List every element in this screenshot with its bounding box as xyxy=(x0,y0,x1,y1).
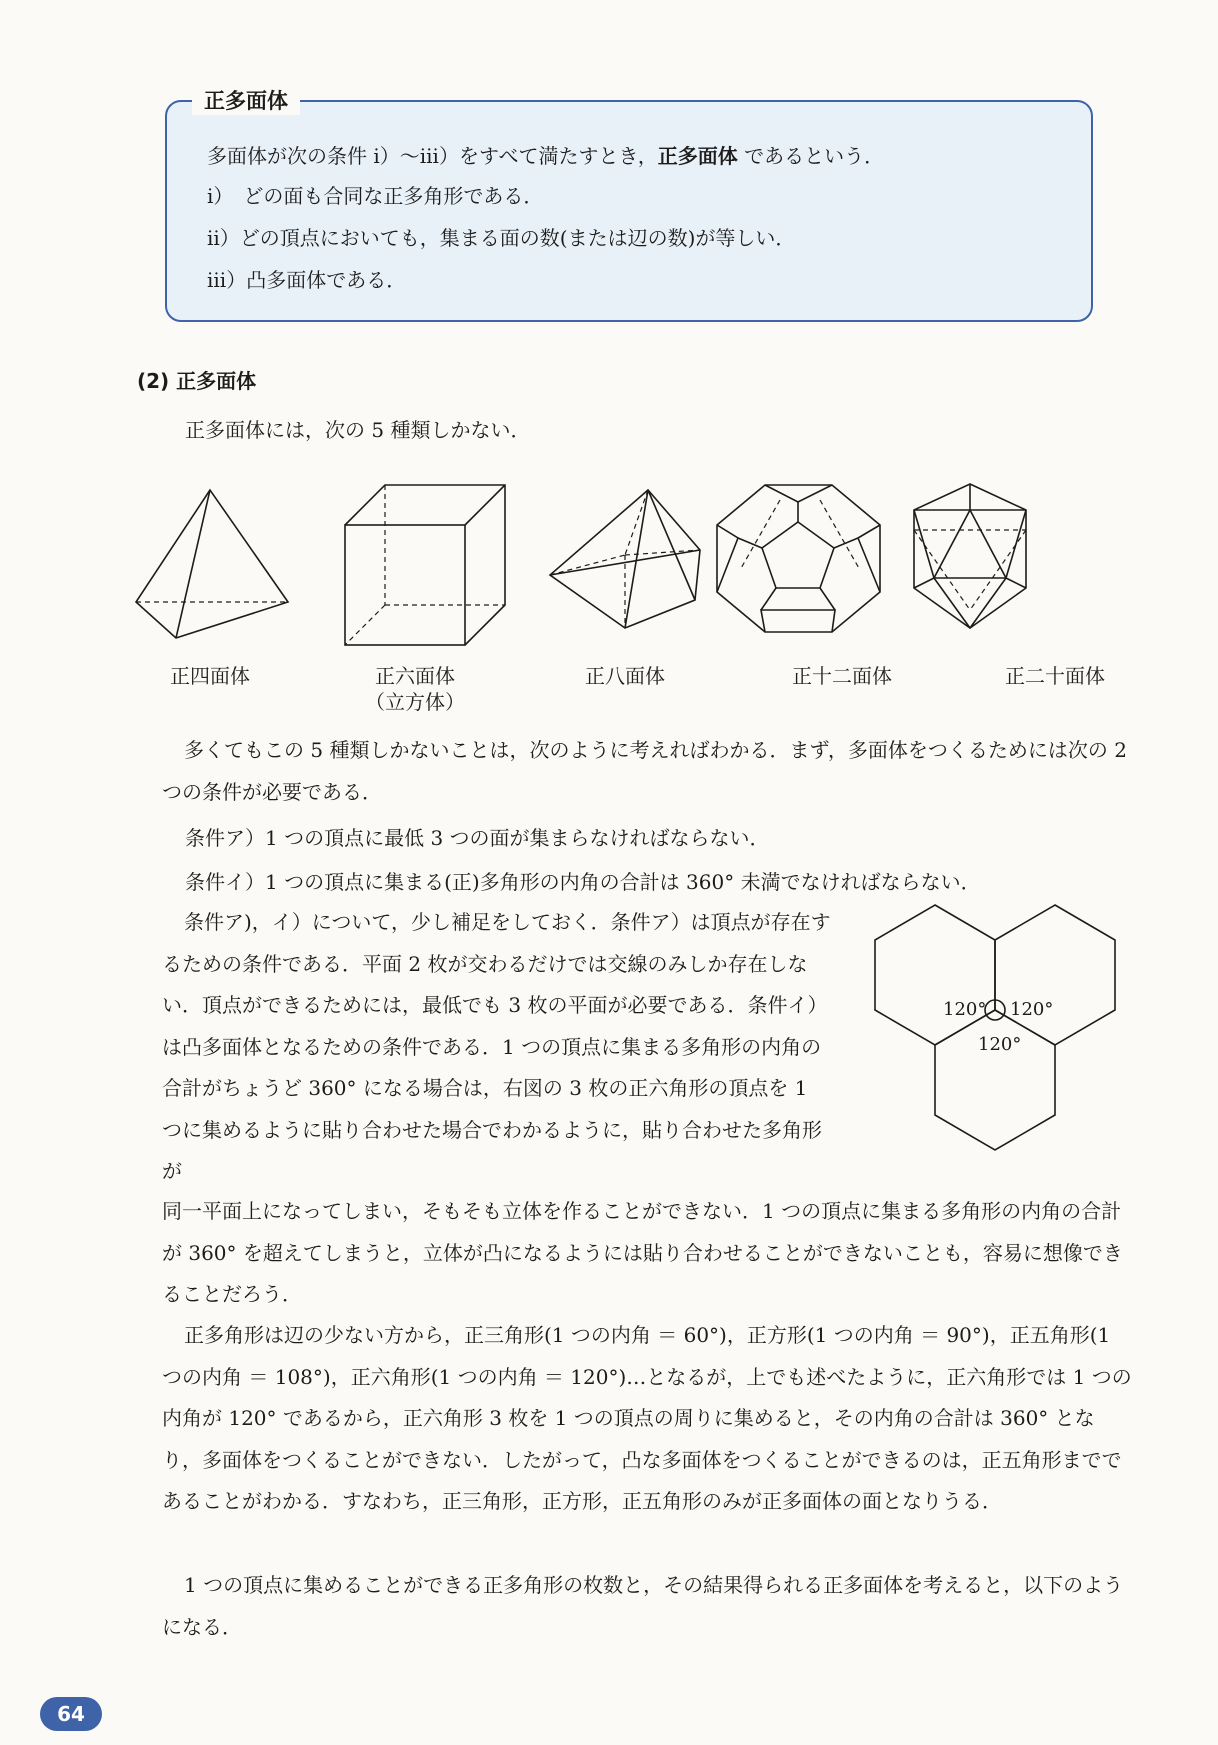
caption-tetrahedron: 正四面体 xyxy=(170,664,250,688)
condition-i: 条件イ）1 つの頂点に集まる(正)多角形の内角の合計は 360° 未満でなければならない． xyxy=(185,870,981,894)
explanation-p4: 1 つの頂点に集めることができる正多角形の枚数と，その結果得られる正多面体を考えると，以下のようになる． xyxy=(162,1573,1124,1639)
explanation-p1: 多くてもこの 5 種類しかないことは，次のように考えればわかる．まず，多面体をつくるためには次の 2 つの条件が必要である． xyxy=(162,738,1127,804)
section-intro: 正多面体には，次の 5 種類しかない． xyxy=(185,418,531,442)
caption-octahedron: 正八面体 xyxy=(585,664,665,688)
tetrahedron-icon xyxy=(136,490,288,638)
definition-condition-2: ii）どの頂点においても，集まる面の数(または辺の数)が等しい． xyxy=(207,226,796,250)
hexagon-right-icon xyxy=(995,905,1115,1045)
angle-right: 120° xyxy=(1010,999,1054,1020)
definition-lead: 多面体が次の条件 i）～iii）をすべて満たすとき，正多面体 であるという． xyxy=(207,144,885,168)
definition-condition-3: iii）凸多面体である． xyxy=(207,268,407,292)
page-number: 64 xyxy=(40,1697,102,1731)
hexagon-figure xyxy=(860,900,1140,1178)
hexagon-left-icon xyxy=(875,905,995,1045)
condition-a: 条件ア）1 つの頂点に最低 3 つの面が集まらなければならない． xyxy=(185,826,770,850)
caption-dodecahedron: 正十二面体 xyxy=(792,664,892,688)
icosahedron-icon xyxy=(914,484,1026,628)
explanation-p3: 正多角形は辺の少ない方から，正三角形(1 つの内角 ＝ 60°)，正方形(1 つの内角 ＝ 90°)，正五角形(1 つの内角 ＝ 108°)，正六角形(1 つの内角 ＝ 120°)…となるが，上でも述べたように，正六角形では 1 つの内角が 120° であるから，正六角形 3 枚を 1 つの頂点の周りに集めると，その内角の合計は 360° となり，多面体をつくることができない．したがって，凸な多面体をつくることができるのは，正五角形までであることがわかる．すなわち，正三角形，正方形，正五角形のみが正多面体の面となりうる． xyxy=(162,1323,1132,1513)
octahedron-icon xyxy=(550,490,700,628)
caption-cube-sub: （立方体） xyxy=(365,690,465,714)
explanation-p2-wrapped: 条件ア)，イ）について，少し補足をしておく．条件ア）は頂点が存在するための条件である．平面 2 枚が交わるだけでは交線のみしか存在しない．頂点ができるためには，最低でも 3 枚の平面が必要である．条件イ）は凸多面体となるための条件である．1 つの頂点に集まる多角形の内角の合計がちょうど 360° になる場合は，右図の 3 枚の正六角形の頂点を 1 つに集めるように貼り合わせた場合でわかるように，貼り合わせた多角形が xyxy=(162,910,831,1183)
caption-icosahedron: 正二十面体 xyxy=(1005,664,1105,688)
definition-condition-1: i） どの面も合同な正多角形である． xyxy=(207,184,544,208)
definition-title: 正多面体 xyxy=(192,85,300,115)
section-title: (2) 正多面体 xyxy=(137,369,257,393)
hexagon-bottom-icon xyxy=(935,1010,1055,1150)
explanation-p2-rest: 同一平面上になってしまい，そもそも立体を作ることができない．1 つの頂点に集まる多角形の内角の合計が 360° を超えてしまうと，立体が凸になるようには貼り合わせることができないことも，容易に想像できることだろう． xyxy=(162,1199,1123,1306)
angle-bottom: 120° xyxy=(978,1034,1022,1055)
polyhedra-figure xyxy=(120,470,1140,650)
dodecahedron-icon xyxy=(717,485,880,632)
angle-left: 120° xyxy=(943,999,987,1020)
cube-icon xyxy=(345,485,505,645)
caption-cube: 正六面体 xyxy=(375,664,455,688)
